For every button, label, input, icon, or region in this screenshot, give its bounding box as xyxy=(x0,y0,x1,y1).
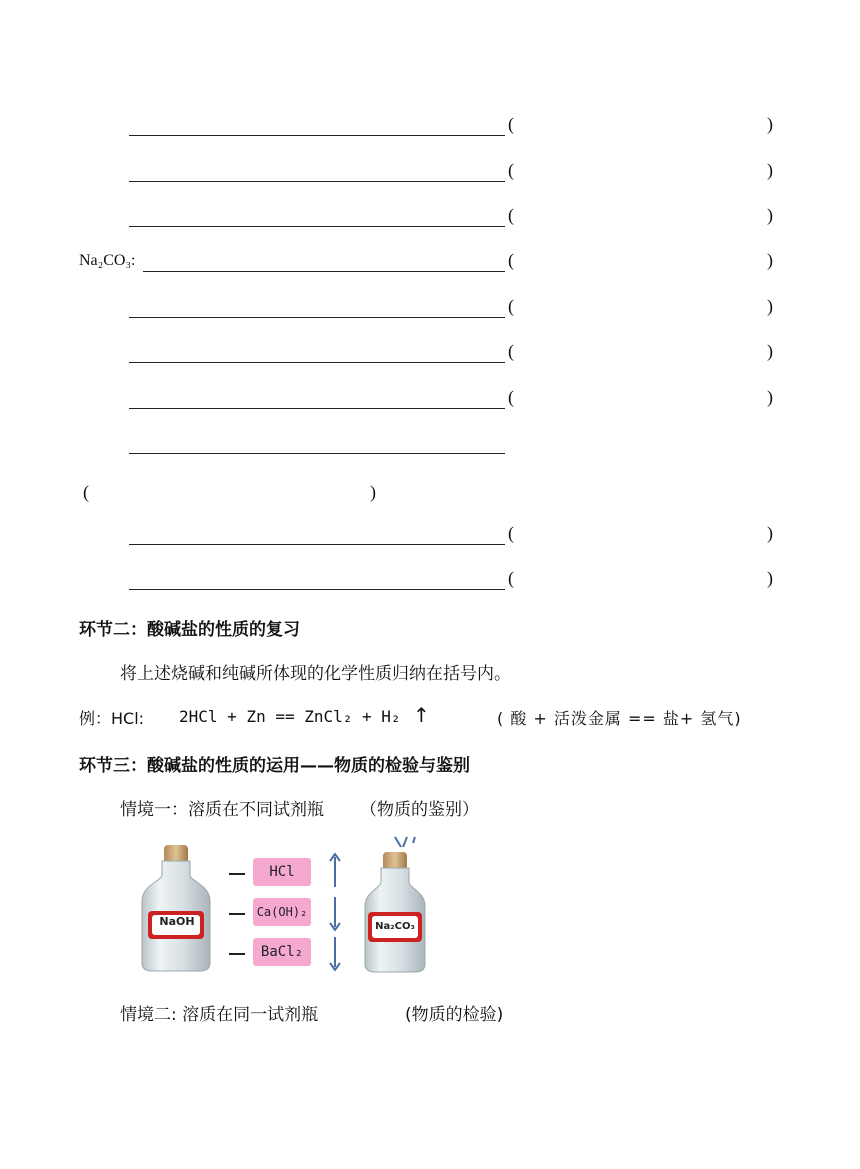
paren-open-10: ( xyxy=(508,568,514,588)
reagent-hcl: HCl xyxy=(253,858,311,886)
answer-blank-6[interactable] xyxy=(129,362,505,363)
paren-open-9: ( xyxy=(508,523,514,543)
paren-close-5: ) xyxy=(767,296,773,316)
paren-open-1: ( xyxy=(508,114,514,134)
section2-heading: 环节二：酸碱盐的性质的复习 xyxy=(79,620,300,640)
example-label: 例：HCl: xyxy=(79,709,145,728)
example-summary: ( 酸 + 活泼金属 == 盐+ 氢气) xyxy=(497,709,742,728)
arrow-up-icon xyxy=(329,853,341,889)
answer-blank-4[interactable] xyxy=(143,271,505,272)
section3-heading: 环节三：酸碱盐的性质的运用——物质的检验与鉴别 xyxy=(79,756,470,776)
scenario2-note: (物质的检验) xyxy=(405,1005,504,1025)
answer-blank-7[interactable] xyxy=(129,408,505,409)
scenario2-text: 情境二: 溶质在同一试剂瓶 xyxy=(120,1005,319,1025)
paren-close-6: ) xyxy=(767,341,773,361)
paren-open-wrapped: ( xyxy=(83,482,89,502)
paren-close-1: ) xyxy=(767,114,773,134)
paren-open-6: ( xyxy=(508,341,514,361)
scenario1-text: 情境一：溶质在不同试剂瓶 xyxy=(120,800,324,820)
reagent-bacl2: BaCl₂ xyxy=(253,938,311,966)
paren-open-5: ( xyxy=(508,296,514,316)
answer-blank-1[interactable] xyxy=(129,135,505,136)
paren-close-7: ) xyxy=(767,387,773,407)
na2co3-bottle-label: Na₂CO₃ xyxy=(375,921,415,932)
reagent-figure xyxy=(135,835,435,975)
paren-close-10: ) xyxy=(767,568,773,588)
answer-blank-10[interactable] xyxy=(129,589,505,590)
answer-blank-8[interactable] xyxy=(129,453,505,454)
answer-blank-2[interactable] xyxy=(129,181,505,182)
naoh-label: NaOH xyxy=(159,915,195,928)
paren-open-3: ( xyxy=(508,205,514,225)
example-up-arrow: ↑ xyxy=(413,703,430,727)
answer-blank-5[interactable] xyxy=(129,317,505,318)
paren-close-4: ) xyxy=(767,250,773,270)
paren-close-wrapped: ) xyxy=(370,482,376,502)
paren-close-2: ) xyxy=(767,160,773,180)
example-equation: 2HCl + Zn == ZnCl₂ + H₂ xyxy=(179,707,401,726)
naoh-bottle-image xyxy=(140,843,212,973)
reagent-caoh2: Ca(OH)₂ xyxy=(253,898,311,926)
paren-open-7: ( xyxy=(508,387,514,407)
answer-blank-3[interactable] xyxy=(129,226,505,227)
paren-open-2: ( xyxy=(508,160,514,180)
arrow-down-icon-1 xyxy=(329,895,341,931)
paren-open-4: ( xyxy=(508,250,514,270)
na2co3-label: Na₂CO₃: xyxy=(79,252,136,269)
decorative-marks-icon xyxy=(393,835,421,849)
connector-dash-3 xyxy=(229,953,245,955)
na2co3-bottle-image xyxy=(363,850,427,974)
paren-close-9: ) xyxy=(767,523,773,543)
connector-dash-1 xyxy=(229,873,245,875)
connector-dash-2 xyxy=(229,913,245,915)
section2-instruction: 将上述烧碱和纯碱所体现的化学性质归纳在括号内。 xyxy=(120,664,511,684)
scenario1-note: （物质的鉴别） xyxy=(360,800,479,820)
example-line xyxy=(79,703,779,730)
paren-close-3: ) xyxy=(767,205,773,225)
arrow-down-icon-2 xyxy=(329,935,341,971)
answer-blank-9[interactable] xyxy=(129,544,505,545)
